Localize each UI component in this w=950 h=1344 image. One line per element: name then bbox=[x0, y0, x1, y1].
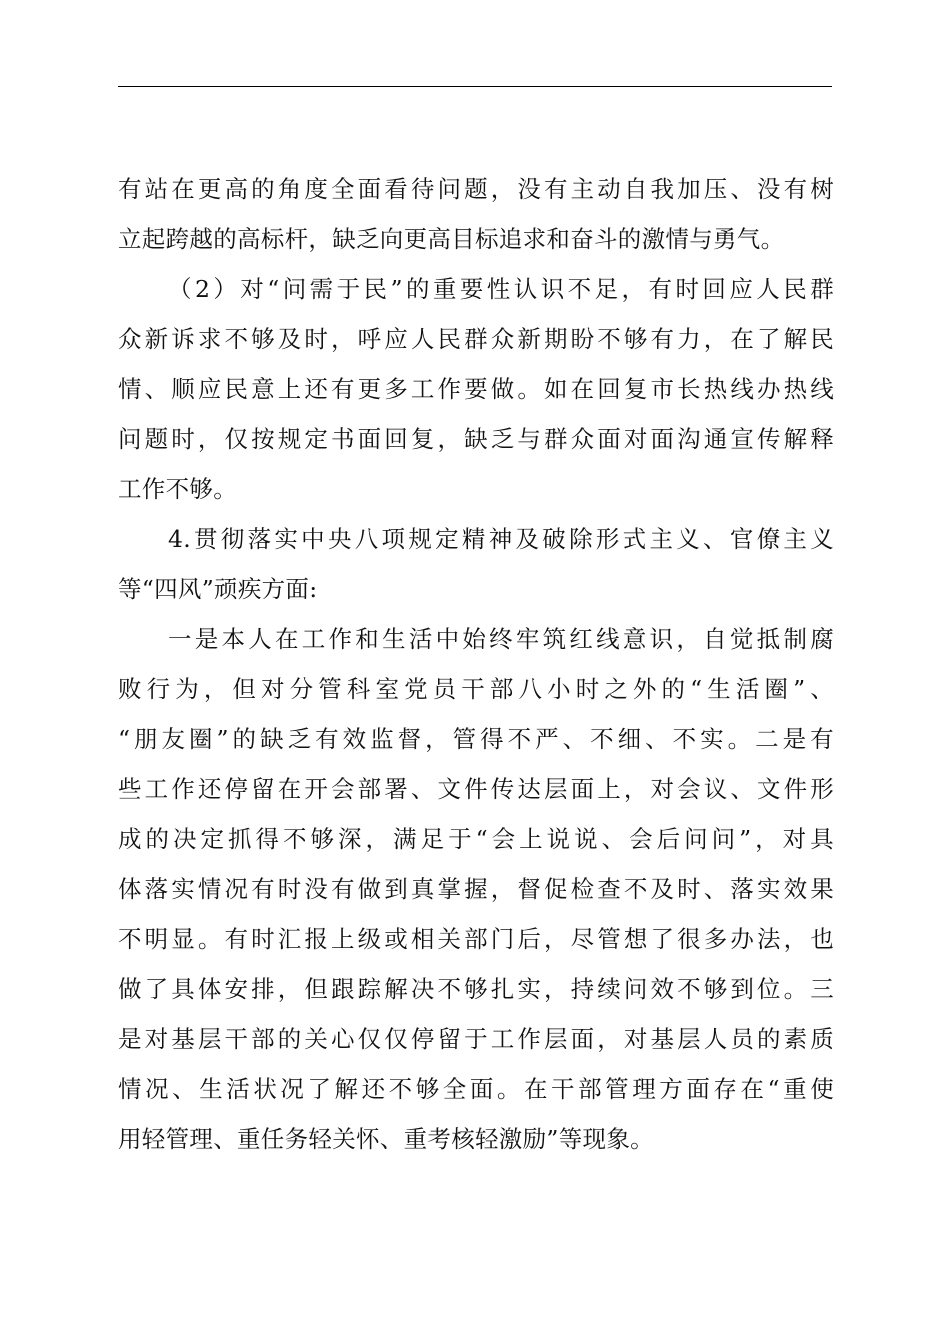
text-line: 4.贯彻落实中央八项规定精神及破除形式主义、官僚主义 bbox=[168, 525, 834, 553]
paragraph-body bbox=[118, 614, 834, 1164]
paragraph-continuation bbox=[118, 164, 834, 264]
text-line: 用轻管理、重任务轻关怀、重考核轻激励”等现象。 bbox=[118, 1125, 654, 1153]
text-line: 工作不够。 bbox=[118, 475, 237, 503]
text-line: 情、顺应民意上还有更多工作要做。如在回复市长热线办热线 bbox=[118, 375, 834, 403]
text-line: （2）对“问需于民”的重要性认识不足，有时回应人民群 bbox=[168, 275, 834, 303]
text-line: 立起跨越的高标杆，缺乏向更高目标追求和奋斗的激情与勇气。 bbox=[118, 225, 785, 253]
paragraph-item-2 bbox=[118, 264, 834, 514]
text-line: 情况、生活状况了解还不够全面。在干部管理方面存在“重使 bbox=[118, 1075, 834, 1103]
text-line: 一是本人在工作和生活中始终牢筑红线意识，自觉抵制腐 bbox=[168, 625, 834, 653]
text-line: 不明显。有时汇报上级或相关部门后，尽管想了很多办法，也 bbox=[118, 925, 834, 953]
text-line: “朋友圈”的缺乏有效监督，管得不严、不细、不实。二是有 bbox=[118, 725, 834, 753]
text-line: 问题时，仅按规定书面回复，缺乏与群众面对面沟通宣传解释 bbox=[118, 425, 834, 453]
document-body bbox=[118, 164, 834, 1164]
text-line: 众新诉求不够及时，呼应人民群众新期盼不够有力，在了解民 bbox=[118, 325, 834, 353]
text-line: 是对基层干部的关心仅仅停留于工作层面，对基层人员的素质 bbox=[118, 1025, 834, 1053]
section-heading-4 bbox=[118, 514, 834, 614]
text-line: 败行为，但对分管科室党员干部八小时之外的“生活圈”、 bbox=[118, 675, 834, 703]
text-line: 等“四风”顽疾方面: bbox=[118, 575, 318, 603]
text-line: 体落实情况有时没有做到真掌握，督促检查不及时、落实效果 bbox=[118, 875, 834, 903]
text-line: 有站在更高的角度全面看待问题，没有主动自我加压、没有树 bbox=[118, 175, 834, 203]
header-rule bbox=[118, 86, 832, 87]
text-line: 成的决定抓得不够深，满足于“会上说说、会后问问”，对具 bbox=[118, 825, 834, 853]
text-line: 些工作还停留在开会部署、文件传达层面上，对会议、文件形 bbox=[118, 775, 834, 803]
text-line: 做了具体安排，但跟踪解决不够扎实，持续问效不够到位。三 bbox=[118, 975, 834, 1003]
